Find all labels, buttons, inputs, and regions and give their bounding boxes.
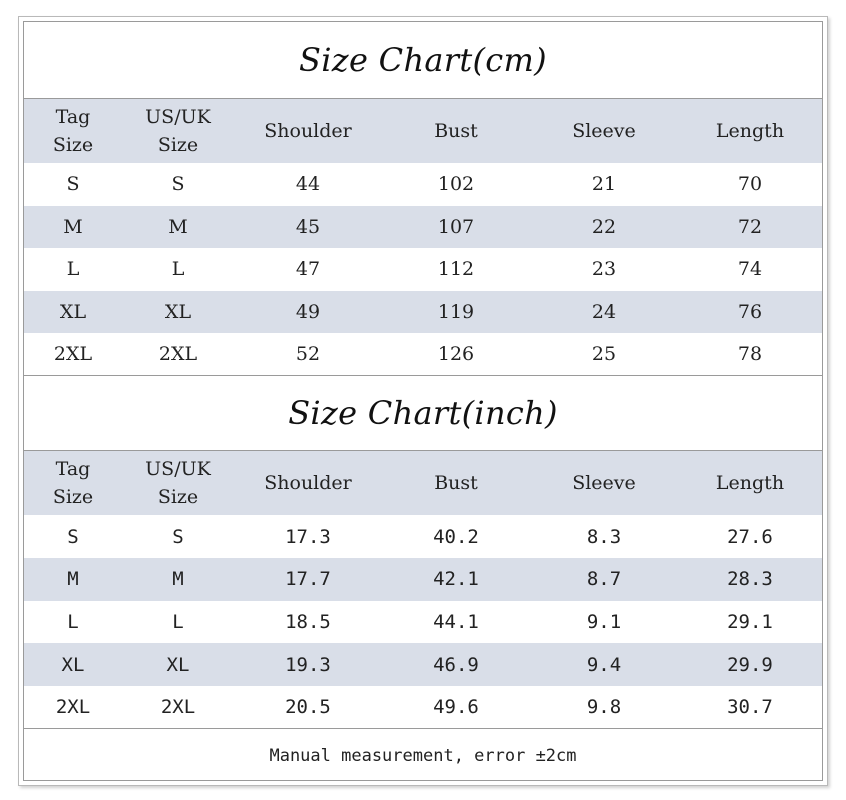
header-shoulder: Shoulder [264,472,352,495]
cell-sleeve: 22 [591,215,617,238]
cell-us-uk-size: L [172,610,184,633]
cell-tag-size: M [67,568,79,591]
cell-length: 76 [737,301,763,324]
cell-length: 28.3 [727,568,773,591]
header-us-uk-size [122,99,234,163]
cell-length: 70 [737,173,763,196]
cell-tag-size: XL [61,653,85,676]
cell-shoulder: 19.3 [285,653,331,676]
cell-bust: 126 [382,333,530,376]
table-row [24,515,822,558]
cell-length: 30.7 [678,686,822,729]
cm-chart-title: Size Chart(cm) [24,22,822,99]
inch-size-table [24,451,822,728]
table-row [24,291,822,334]
cell-us-uk-size: S [172,525,184,548]
table-row [24,206,822,249]
cell-bust: 112 [437,258,475,281]
cell-shoulder: 17.3 [285,525,331,548]
cell-tag-size: 2XL [24,333,122,376]
table-row [24,248,822,291]
table-row [24,558,822,601]
cell-tag-size: L [67,610,79,633]
cell-length: 29.1 [727,610,773,633]
cell-length: 27.6 [727,525,773,548]
cell-bust: 40.2 [433,525,479,548]
table-row [24,643,822,686]
cell-length: 78 [678,333,822,376]
header-line: Size [52,134,94,156]
cell-shoulder: 20.5 [234,686,382,729]
header-tag-size [24,99,122,163]
cell-sleeve: 21 [591,173,617,196]
cell-bust: 49.6 [382,686,530,729]
cell-bust: 44.1 [433,610,479,633]
inch-chart-title: Size Chart(inch) [24,376,822,451]
header-shoulder: Shoulder [264,120,352,142]
cell-bust: 42.1 [433,568,479,591]
cell-us-uk-size: S [171,173,185,196]
cell-tag-size: L [66,258,80,281]
cell-sleeve: 24 [591,301,617,324]
cell-tag-size: 2XL [24,686,122,729]
cell-bust: 102 [437,173,475,196]
cell-bust: 119 [437,301,475,324]
cell-sleeve: 25 [530,333,678,376]
size-chart-frame [18,16,828,786]
header-length: Length [715,120,785,142]
cell-us-uk-size: XL [164,301,192,324]
table-row [24,686,822,729]
cell-tag-size: S [66,173,80,196]
cell-tag-size: XL [59,301,87,324]
cell-shoulder: 17.7 [285,568,331,591]
header-sleeve: Sleeve [572,472,636,495]
cell-length: 74 [737,258,763,281]
cell-shoulder: 45 [295,215,321,238]
cell-us-uk-size: 2XL [122,333,234,376]
cell-length: 29.9 [727,653,773,676]
cell-sleeve: 8.3 [586,525,622,548]
header-line: Tag [55,458,91,481]
header-us-uk-size [122,451,234,515]
header-bust: Bust [434,120,478,142]
cell-shoulder: 47 [295,258,321,281]
measurement-note: Manual measurement, error ±2cm [269,745,577,766]
size-chart-container [23,21,823,781]
inch-header-row [24,451,822,515]
header-line: US/UK [145,458,211,481]
cell-length: 72 [737,215,763,238]
cell-sleeve: 23 [591,258,617,281]
header-line: Tag [55,106,91,128]
cell-sleeve: 9.8 [530,686,678,729]
header-line: Size [157,134,199,156]
table-row [24,333,822,376]
cell-us-uk-size: XL [166,653,190,676]
header-line: Size [52,486,94,509]
cell-tag-size: S [67,525,79,548]
cell-us-uk-size: M [168,215,188,238]
header-line: US/UK [145,106,211,128]
cell-sleeve: 8.7 [586,568,622,591]
header-bust: Bust [434,472,478,495]
cell-us-uk-size: 2XL [122,686,234,729]
header-tag-size [24,451,122,515]
cell-shoulder: 49 [295,301,321,324]
cm-header-row [24,99,822,163]
table-row [24,601,822,644]
cm-size-table [24,99,822,376]
cell-sleeve: 9.1 [586,610,622,633]
header-length: Length [715,472,785,495]
table-row [24,163,822,206]
cell-shoulder: 44 [295,173,321,196]
cell-sleeve: 9.4 [586,653,622,676]
cell-bust: 107 [437,215,475,238]
cell-us-uk-size: L [171,258,185,281]
cell-bust: 46.9 [433,653,479,676]
cell-tag-size: M [63,215,83,238]
header-sleeve: Sleeve [572,120,636,142]
header-line: Size [157,486,199,509]
cell-shoulder: 52 [234,333,382,376]
cell-us-uk-size: M [172,568,184,591]
cell-shoulder: 18.5 [285,610,331,633]
